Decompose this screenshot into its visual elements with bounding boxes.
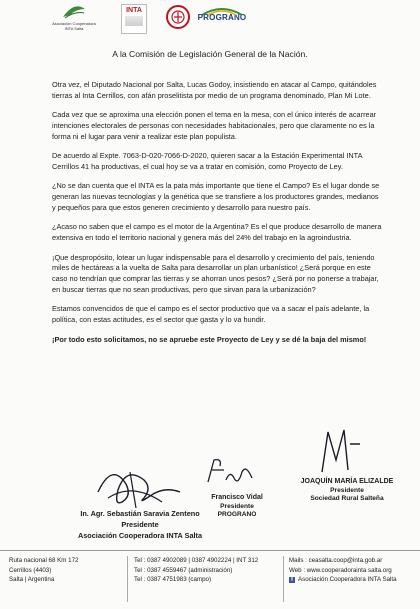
leaf-logo-icon: [60, 3, 88, 21]
paragraph: Otra vez, el Diputado Nacional por Salta, Lucas Godoy, insistiendo en atacar al Campo, quitándoles tierras al Inta Cerrillos, con afán proselitista por medio de un programa denominado, Plan Mi Lote.: [52, 80, 377, 100]
inta-logo-text: INTA: [126, 7, 142, 14]
signer-name: Francisco Vidal: [211, 494, 263, 501]
facebook-link[interactable]: [289, 575, 420, 585]
paragraph: ¡Que despropósito, lotear un lugar indispensable para el desarrollo y crecimiento del país, teniendo miles de hectáreas a la vuelta de Salta para desarrollar un plan urbanístico! ¿Será porque en este caso no tendrían que comprar las tierras y se ahorran unos pesos? ¿Será por no ponerse a trabajar, en buscar tierras que no sean productivas, pero que sirvan para la urbanización?: [52, 252, 379, 294]
signer-org: PROGRANO: [217, 511, 257, 519]
email-link[interactable]: Mails : ceasalta.coop@inta.gob.ar: [289, 557, 383, 564]
paragraph: ¿No se dan cuenta que el INTA es la pata más importante que tiene el Campo? Es el lugar donde se generan las nuevas tecnologías y la genética que se transfiere a los productores grandes, medianos y pequeños para que estos generen crecimiento y desarrollo para nuestro país.: [52, 181, 380, 212]
footer-address: [9, 556, 119, 585]
cooperadora-logo-line1: Asociación Cooperadora: [52, 21, 96, 26]
seal-logo-icon: [165, 3, 191, 31]
footer-contact: [283, 556, 420, 602]
signer-role: Presidente: [220, 502, 254, 510]
facebook-icon: f: [289, 577, 295, 583]
cooperadora-logo-line2: INTA Salta: [64, 26, 84, 31]
footer-phones: [127, 556, 284, 602]
paragraph: De acuerdo al Expte. 7063-D-020-7066-D-2020, quieren sacar a la Estación Experimental INTA Cerrillos 41 ha productivas, el cual hoy se va a tratar en comisión, como Proyecto de Ley.: [52, 151, 363, 171]
paragraph: Estamos convencidos de que el campo es el sector productivo que va a sacar el país adelante, la política, con estas actitudes, es el sector que gasta y lo va hundir.: [52, 304, 370, 325]
address-line: Salta | Argentina: [9, 576, 55, 584]
signer-org: Asociación Cooperadora INTA Salta: [77, 531, 203, 540]
closing-request: ¡Por todo esto solicitamos, no se apruebe este Proyecto de Ley y se dé la baja del mismo!: [52, 334, 367, 344]
paragraph: Cada vez que se aproxima una elección ponen el tema en la mesa, con el único interés de acarrear intenciones electorales de personas con necesidades habitacionales, pero que claramente no es la forma ni el lugar para venir a realizar este plan populista.: [52, 110, 377, 141]
signature-saravia: [92, 452, 192, 512]
inta-logo: [121, 4, 147, 34]
phone-line: Tel : 0387 4559467 (administración): [134, 566, 233, 574]
signer-role: Presidente: [330, 486, 364, 494]
signer-name: JOAQUÍN MARÍA ELIZALDE: [300, 478, 394, 485]
letterhead: [0, 0, 420, 42]
prograno-logo: [196, 6, 248, 30]
letter-body: [52, 80, 382, 354]
signer-org: Sociedad Rural Salteña: [310, 495, 384, 503]
phone-line: Tel : 0387 4751983 (campo): [134, 576, 212, 584]
paragraph: ¿Acaso no saben que el campo es el motor de la Argentina? Es el que produce desarrollo de manera extensiva en todo el territorio nacional y genera más del 24% del trabajo en la agroindustria.: [52, 222, 382, 243]
prograno-logo-icon: [200, 6, 244, 16]
inta-logo-icon: [125, 16, 143, 26]
signature-vidal: [204, 456, 260, 488]
facebook-label: Asociación Cooperadora INTA Salta: [298, 576, 397, 584]
signature-elizalde: [316, 424, 366, 476]
prograno-logo-text: PROGRANO: [197, 13, 247, 22]
signature-block-middle: [189, 494, 285, 520]
address-line: Cerrillos (4403): [9, 566, 52, 574]
address-line: Ruta nacional 68 Km 172: [9, 557, 79, 564]
letter-footer: [0, 550, 420, 609]
signature-block-right: [287, 478, 407, 504]
signer-role: Presidente: [121, 520, 159, 529]
cooperadora-logo: [44, 3, 104, 37]
phone-line: Tel : 0387 4902089 | 0387 4902224 | INT 312: [134, 557, 259, 564]
letter-title: A la Comisión de Legislación General de la Nación.: [112, 49, 308, 59]
signer-name: In. Agr. Sebastián Saravia Zenteno: [80, 509, 200, 518]
web-link[interactable]: Web : www.cooperadorainta salta.org: [289, 566, 392, 574]
